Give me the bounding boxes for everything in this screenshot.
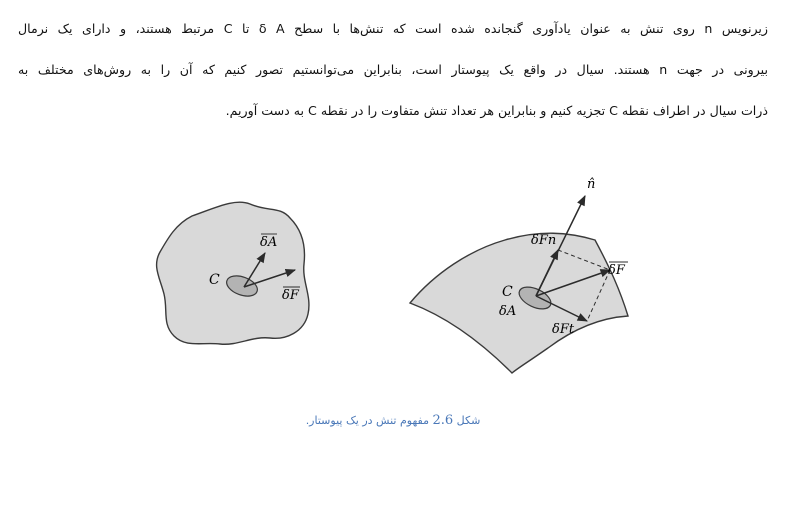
caption-number: 2.6 (432, 413, 454, 428)
stress-concept-figure (140, 168, 640, 383)
right-point-label: C (502, 284, 513, 300)
figure-svg (140, 168, 640, 383)
caption-text: مفهوم تنش در یک پیوستار. (305, 414, 429, 427)
left-point-label: C (209, 272, 220, 288)
body-paragraph (18, 8, 768, 131)
paragraph-line-2: بیرونی در جهت n هستند. سیال در واقع یک پیوستار است، بنابراین می‌توانستیم تصور کنیم که آن را به روش‌های مختلف به (18, 62, 768, 77)
normal-hat-label: n̂ (587, 177, 596, 192)
normal-force-label: δFn (531, 233, 557, 248)
figure-caption (0, 413, 786, 428)
right-force-vector-label: δF (608, 263, 625, 278)
paragraph-line-3: ذرات سیال در اطراف نقطه C تجزیه کنیم و بنابراین هر تعداد تنش متفاوت را در نقطه C به دست آوریم. (225, 103, 768, 118)
right-panel (410, 177, 628, 373)
right-area-label: δA (499, 304, 517, 319)
left-panel (157, 202, 309, 344)
tangential-force-label: δFt (552, 322, 575, 337)
paragraph-line-1: زیرنویس n روی تنش به عنوان یادآوری گنجانده شده است که تنش‌ها با سطح δ A تا C مرتبط هستند، و دارای یک نرمال (18, 21, 768, 36)
left-force-vector-label: δF (282, 288, 299, 303)
caption-prefix: شکل (456, 414, 481, 427)
left-area-vector-label: δA (260, 235, 278, 250)
